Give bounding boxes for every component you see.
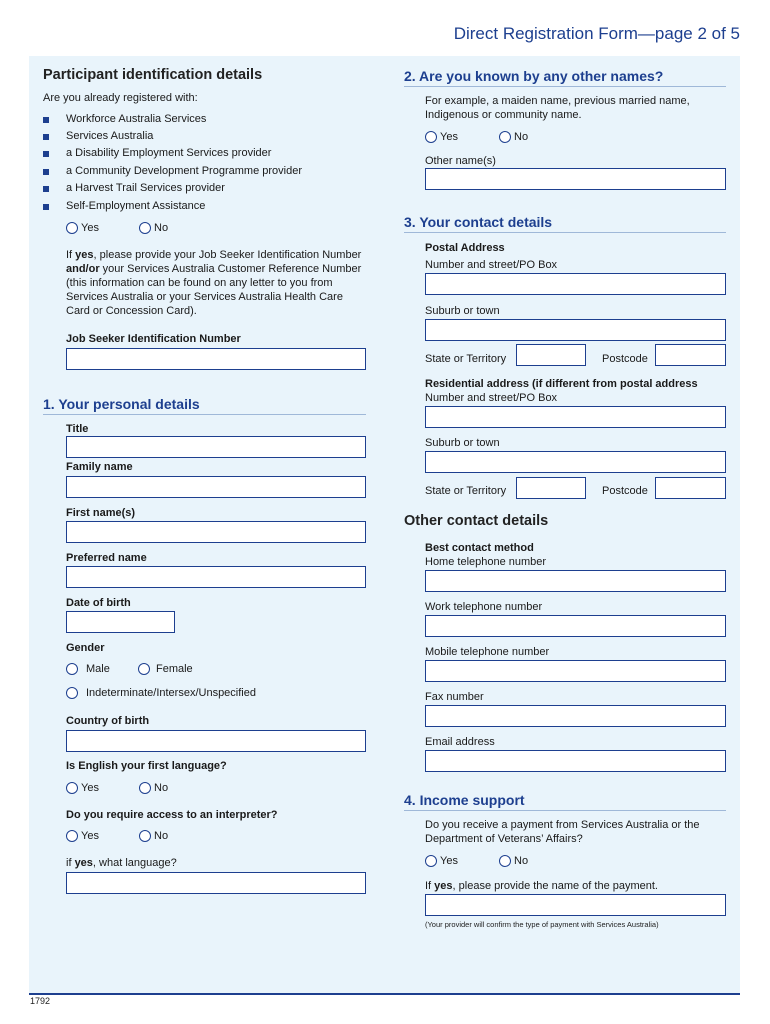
other-contact-heading: Other contact details	[404, 513, 549, 529]
registered-item: a Disability Employment Services provider	[66, 147, 271, 159]
title-input[interactable]	[66, 436, 366, 458]
gender-indeterminate-radio[interactable]: Indeterminate/Intersex/Unspecified	[66, 687, 256, 699]
english-yes-radio[interactable]: Yes	[66, 782, 99, 794]
jsid-input[interactable]	[66, 348, 366, 370]
participant-heading: Participant identification details	[43, 67, 263, 83]
preferred-name-input[interactable]	[66, 566, 366, 588]
family-name-label: Family name	[66, 461, 133, 473]
residential-suburb-label: Suburb or town	[425, 437, 500, 449]
page-title: Direct Registration Form—page 2 of 5	[453, 24, 740, 43]
work-phone-label: Work telephone number	[425, 601, 543, 613]
first-name-label: First name(s)	[66, 507, 136, 519]
radio-icon[interactable]	[66, 222, 78, 234]
registered-yes-radio[interactable]: Yes	[66, 222, 99, 234]
income-yes-radio[interactable]: Yes	[425, 855, 458, 867]
bullet-icon	[43, 117, 49, 123]
radio-icon[interactable]	[425, 855, 437, 867]
dob-label: Date of birth	[66, 597, 131, 609]
preferred-name-label: Preferred name	[66, 552, 147, 564]
work-phone-input[interactable]	[425, 615, 726, 637]
gender-label: Gender	[66, 642, 105, 654]
mobile-phone-label: Mobile telephone number	[425, 646, 550, 658]
title-label: Title	[66, 423, 89, 435]
registered-item: a Harvest Trail Services provider	[66, 182, 225, 194]
radio-icon[interactable]	[499, 855, 511, 867]
fax-label: Fax number	[425, 691, 484, 703]
payment-note: (Your provider will confirm the type of payment with Services Australia)	[425, 920, 659, 929]
residential-heading: Residential address (if different from postal address	[425, 378, 698, 390]
personal-heading-rule	[43, 414, 366, 415]
postal-suburb-input[interactable]	[425, 319, 726, 341]
residential-postcode-label: Postcode	[602, 485, 648, 497]
interpreter-no-radio[interactable]: No	[139, 830, 168, 842]
payment-input[interactable]	[425, 894, 726, 916]
bullet-icon	[43, 169, 49, 175]
postal-street-input[interactable]	[425, 273, 726, 295]
residential-street-label: Number and street/PO Box	[425, 392, 558, 404]
home-phone-input[interactable]	[425, 570, 726, 592]
residential-suburb-input[interactable]	[425, 451, 726, 473]
dob-input[interactable]	[66, 611, 175, 633]
residential-postcode-input[interactable]	[655, 477, 726, 499]
jsid-instructions: If yes, please provide your Job Seeker Identification Number and/or your Services Australia Customer Reference Number (this information can be found on any letter to you from Services Australia or your Services Australia Health Care Card or Concession Card).	[66, 249, 362, 317]
english-label: Is English your first language?	[66, 760, 227, 772]
other-names-description: For example, a maiden name, previous married name, Indigenous or community name.	[425, 95, 690, 121]
radio-icon[interactable]	[139, 782, 151, 794]
postal-postcode-input[interactable]	[655, 344, 726, 366]
radio-icon[interactable]	[66, 830, 78, 842]
registered-item: Services Australia	[66, 130, 153, 142]
bullet-icon	[43, 134, 49, 140]
country-input[interactable]	[66, 730, 366, 752]
other-names-input[interactable]	[425, 168, 726, 190]
radio-icon[interactable]	[425, 131, 437, 143]
income-heading: 4. Income support	[404, 792, 525, 808]
interpreter-label: Do you require access to an interpreter?	[66, 809, 278, 821]
postal-suburb-label: Suburb or town	[425, 305, 500, 317]
radio-icon[interactable]	[139, 830, 151, 842]
fax-input[interactable]	[425, 705, 726, 727]
other-names-heading: 2. Are you known by any other names?	[404, 68, 664, 84]
email-label: Email address	[425, 736, 495, 748]
jsid-label: Job Seeker Identification Number	[66, 333, 241, 345]
bottom-divider	[29, 993, 740, 995]
radio-icon[interactable]	[138, 663, 150, 675]
postal-heading: Postal Address	[425, 242, 505, 254]
radio-icon[interactable]	[66, 663, 78, 675]
registered-item: a Community Development Programme provider	[66, 165, 302, 177]
gender-female-radio[interactable]: Female	[138, 663, 193, 675]
best-contact-method-label: Best contact method	[425, 542, 534, 554]
residential-state-input[interactable]	[516, 477, 586, 499]
participant-intro: Are you already registered with:	[43, 92, 198, 104]
bullet-icon	[43, 151, 49, 157]
radio-icon[interactable]	[66, 687, 78, 699]
english-no-radio[interactable]: No	[139, 782, 168, 794]
postal-street-label: Number and street/PO Box	[425, 259, 558, 271]
postal-state-label: State or Territory	[425, 353, 507, 365]
radio-icon[interactable]	[66, 782, 78, 794]
registered-item: Self-Employment Assistance	[66, 200, 205, 212]
language-label: if yes, what language?	[66, 857, 177, 869]
residential-state-label: State or Territory	[425, 485, 507, 497]
contact-heading: 3. Your contact details	[404, 214, 553, 230]
bullet-icon	[43, 204, 49, 210]
mobile-phone-input[interactable]	[425, 660, 726, 682]
home-phone-label: Home telephone number	[425, 556, 547, 568]
radio-icon[interactable]	[499, 131, 511, 143]
bullet-icon	[43, 186, 49, 192]
postal-postcode-label: Postcode	[602, 353, 648, 365]
form-number: 1792	[30, 996, 51, 1006]
contact-rule	[404, 232, 726, 233]
residential-street-input[interactable]	[425, 406, 726, 428]
income-question: Do you receive a payment from Services Australia or the Department of Veterans’ Affairs?	[425, 819, 700, 845]
email-input[interactable]	[425, 750, 726, 772]
language-input[interactable]	[66, 872, 366, 894]
registered-item: Workforce Australia Services	[66, 113, 206, 125]
other-names-yes-radio[interactable]: Yes	[425, 131, 458, 143]
other-names-label: Other name(s)	[425, 155, 496, 167]
gender-male-radio[interactable]: Male	[66, 663, 110, 675]
payment-label: If yes, please provide the name of the payment.	[425, 880, 658, 892]
interpreter-yes-radio[interactable]: Yes	[66, 830, 99, 842]
registered-no-radio[interactable]: No	[139, 222, 168, 234]
first-name-input[interactable]	[66, 521, 366, 543]
radio-icon[interactable]	[139, 222, 151, 234]
other-names-rule	[404, 86, 726, 87]
income-no-radio[interactable]: No	[499, 855, 528, 867]
postal-state-input[interactable]	[516, 344, 586, 366]
family-name-input[interactable]	[66, 476, 366, 498]
personal-heading: 1. Your personal details	[43, 396, 200, 412]
country-label: Country of birth	[66, 715, 150, 727]
other-names-no-radio[interactable]: No	[499, 131, 528, 143]
income-rule	[404, 810, 726, 811]
